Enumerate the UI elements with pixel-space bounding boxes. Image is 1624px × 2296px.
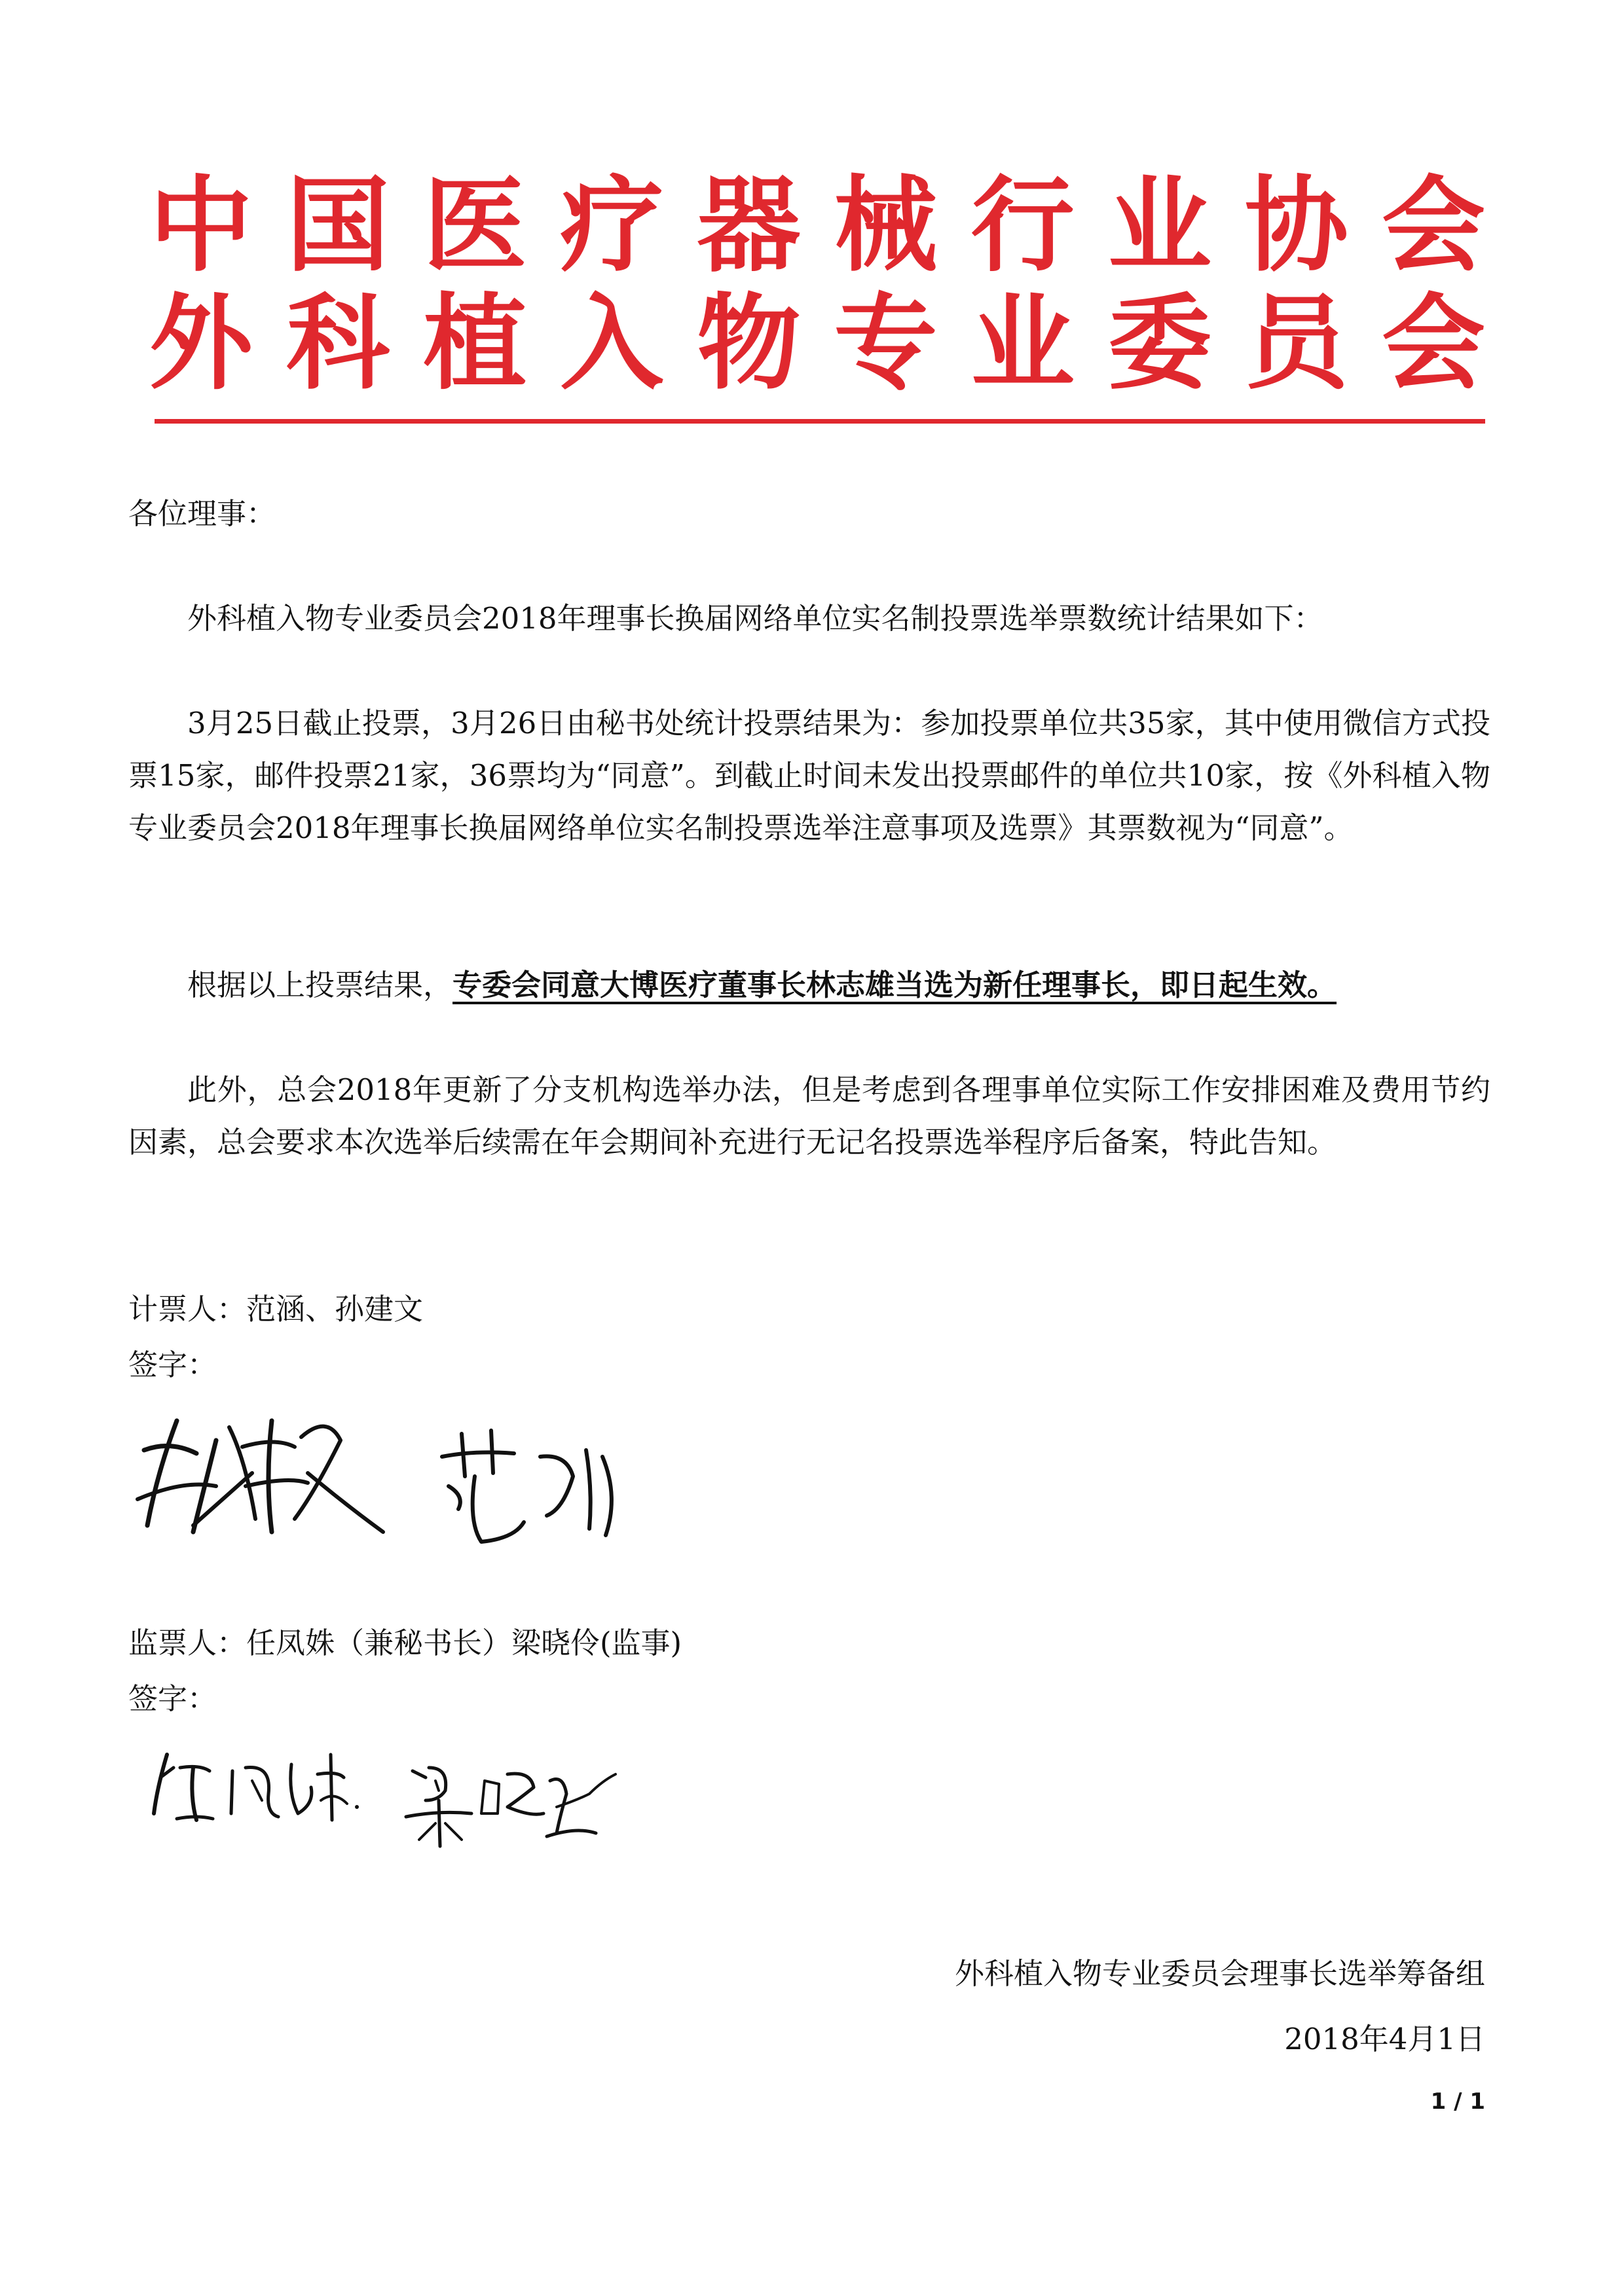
paragraph-3 bbox=[128, 959, 1490, 1011]
issue-date: 2018年4月1日 bbox=[1284, 2022, 1485, 2056]
counters-sign-label: 签字： bbox=[128, 1347, 217, 1382]
signature-liang-xiaoling bbox=[399, 1755, 622, 1853]
paragraph-2: 3月25日截止投票，3月26日由秘书处统计投票结果为：参加投票单位共35家，其中使用微信方式投票15家，邮件投票21家，36票均为“同意”。到截止时间未发出投票邮件的单位共10家，按《外科植入物专业委员会2018年理事长换届网络单位实名制投票选举注意事项及选票》其票数视为“同意”。 bbox=[128, 706, 1490, 845]
letterhead-char: 器 bbox=[697, 166, 801, 286]
letterhead-rule bbox=[155, 419, 1485, 424]
letterhead-char: 外 bbox=[149, 283, 253, 404]
letterhead-char: 协 bbox=[1244, 166, 1348, 286]
page-number: 1 / 1 bbox=[1430, 2088, 1485, 2115]
letterhead-char: 员 bbox=[1244, 283, 1348, 404]
signature-ren-fengshu bbox=[147, 1741, 370, 1833]
letterhead-char: 入 bbox=[560, 283, 664, 404]
letterhead-char: 会 bbox=[1381, 166, 1485, 286]
letterhead-char: 国 bbox=[286, 166, 390, 286]
paragraph-3-prefix: 根据以上投票结果， bbox=[187, 968, 453, 1002]
signature-fan-han bbox=[435, 1424, 632, 1555]
organizer-name: 外科植入物专业委员会理事长选举筹备组 bbox=[954, 1956, 1485, 1991]
letterhead-char: 行 bbox=[970, 166, 1075, 286]
letterhead-char: 物 bbox=[697, 283, 801, 404]
letterhead-char: 科 bbox=[286, 283, 390, 404]
letterhead-line-2 bbox=[149, 285, 1485, 403]
letterhead-char: 委 bbox=[1107, 283, 1211, 404]
letterhead-char: 医 bbox=[423, 166, 527, 286]
letterhead-line-1 bbox=[149, 167, 1485, 285]
letterhead-char: 会 bbox=[1381, 283, 1485, 404]
paragraph-3-emphasis: 专委会同意大博医疗董事长林志雄当选为新任理事长，即日起生效。 bbox=[452, 968, 1337, 1002]
letterhead-char: 专 bbox=[834, 283, 938, 404]
letterhead-char: 植 bbox=[423, 283, 527, 404]
letterhead-char: 业 bbox=[970, 283, 1075, 404]
paragraph-1: 外科植入物专业委员会2018年理事长换届网络单位实名制投票选举票数统计结果如下： bbox=[187, 601, 1323, 636]
letterhead-char: 业 bbox=[1107, 166, 1211, 286]
letterhead-char: 械 bbox=[834, 166, 938, 286]
signature-sun-jianwen bbox=[131, 1401, 393, 1545]
supervisors-sign-label: 签字： bbox=[128, 1681, 217, 1716]
letterhead-char: 中 bbox=[149, 166, 253, 286]
supervisors-label: 监票人：任凤姝（兼秘书长）梁晓伶(监事) bbox=[128, 1626, 682, 1660]
letterhead bbox=[149, 167, 1485, 403]
salutation: 各位理事： bbox=[128, 496, 276, 531]
paragraph-4: 此外，总会2018年更新了分支机构选举办法，但是考虑到各理事单位实际工作安排困难及费用节约因素，总会要求本次选举后续需在年会期间补充进行无记名投票选举程序后备案，特此告知。 bbox=[128, 1072, 1490, 1159]
letterhead-char: 疗 bbox=[560, 166, 664, 286]
counters-label: 计票人：范涵、孙建文 bbox=[128, 1292, 424, 1326]
